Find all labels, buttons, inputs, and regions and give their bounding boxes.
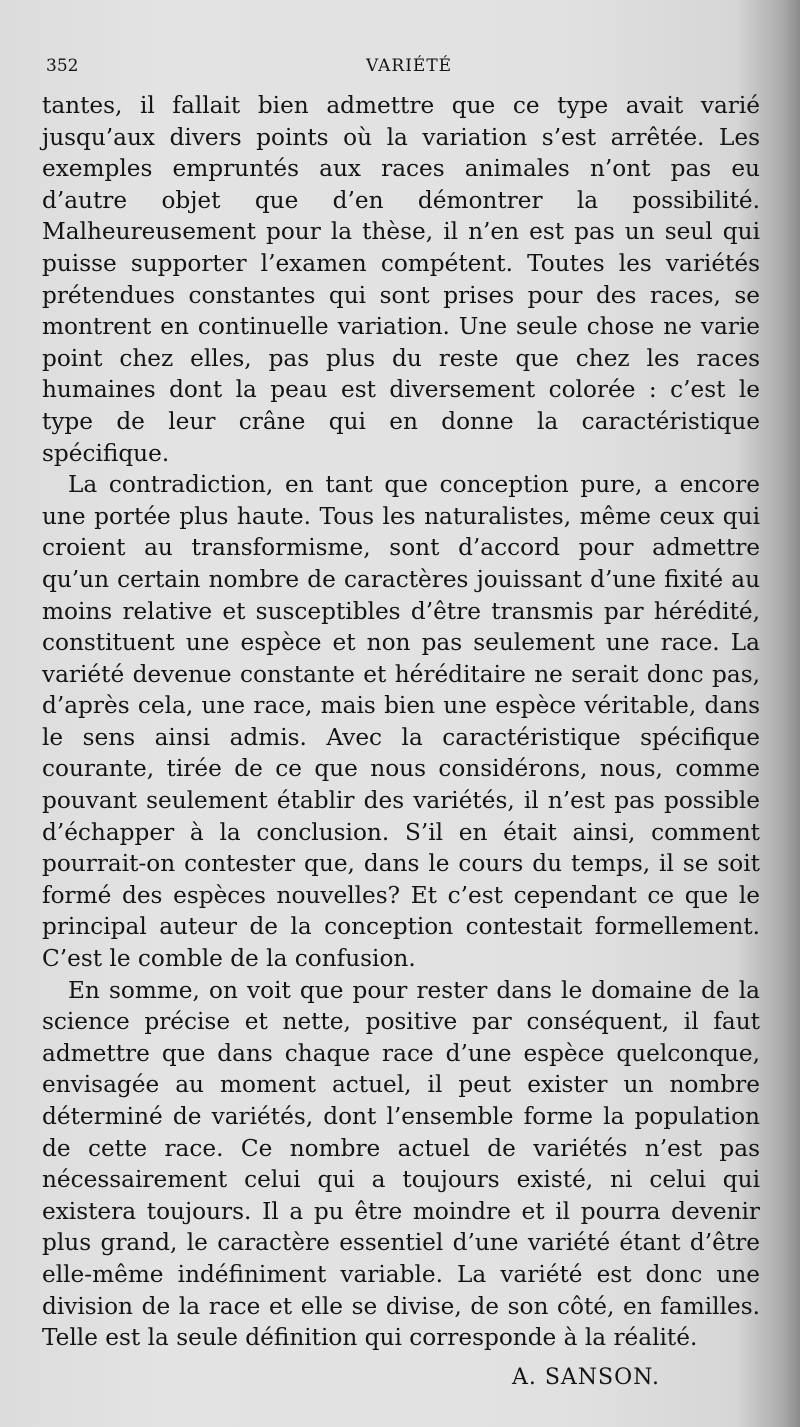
page-header	[46, 56, 760, 84]
page-number: 352	[46, 56, 79, 76]
paragraph-conclusion: En somme, on voit que pour rester dans le domaine de la science précise et nette, positive par conséquent, il faut admettre que dans chaque race d’une espèce quelconque, envisagée au moment actuel, il peut exister un nombre déterminé de variétés, dont l’ensemble forme la population de cette race. Ce nombre actuel de variétés n’est pas nécessairement celui qui a toujours existé, ni celui qui existera toujours. Il a pu être moindre et il pourra devenir plus grand, le caractère essentiel d’une variété étant d’être elle-même indéfiniment variable. La variété est donc une division de la race et elle se divise, de son côté, en familles. Telle est la seule définition qui corresponde à la réalité.	[42, 976, 760, 1352]
author-signature: A. SANSON.	[511, 1364, 660, 1390]
paragraph-continuation: tantes, il fallait bien admettre que ce type avait varié jusqu’aux divers points où la variation s’est arrêtée. Les exemples empruntés aux races animales n’ont pas eu d’autre objet que d’en démontrer la possibilité. Malheureusement pour la thèse, il n’en est pas un seul qui puisse supporter l’examen compétent. Toutes les variétés prétendues constantes qui sont prises pour des races, se montrent en continuelle variation. Une seule chose ne varie point chez elles, pas plus du reste que chez les races humaines dont la peau est diversement colorée : c’est le type de leur crâne qui en donne la caractéristique spécifique.	[42, 92, 760, 467]
page-body	[42, 90, 760, 1393]
running-title: VARIÉTÉ	[366, 56, 453, 76]
paragraph-contradiction: La contradiction, en tant que conception pure, a encore une portée plus haute. Tous les naturalistes, même ceux qui croient au transformisme, sont d’accord pour admettre qu’un certain nombre de caractères jouissant d’une fixité au moins relative et susceptibles d’être transmis par hérédité, constituent une espèce et non pas seulement une race. La variété devenue constante et héréditaire ne serait donc pas, d’après cela, une race, mais bien une espèce véritable, dans le sens ainsi admis. Avec la caractéristique spécifique courante, tirée de ce que nous considérons, nous, comme pouvant seulement établir des variétés, il n’est pas possible d’échapper à la conclusion. S’il en était ainsi, comment pourrait-on contester que, dans le cours du temps, il se soit formé des espèces nouvelles? Et c’est cependant ce que le principal auteur de la conception contestait formellement. C’est le comble de la confusion.	[42, 471, 760, 973]
